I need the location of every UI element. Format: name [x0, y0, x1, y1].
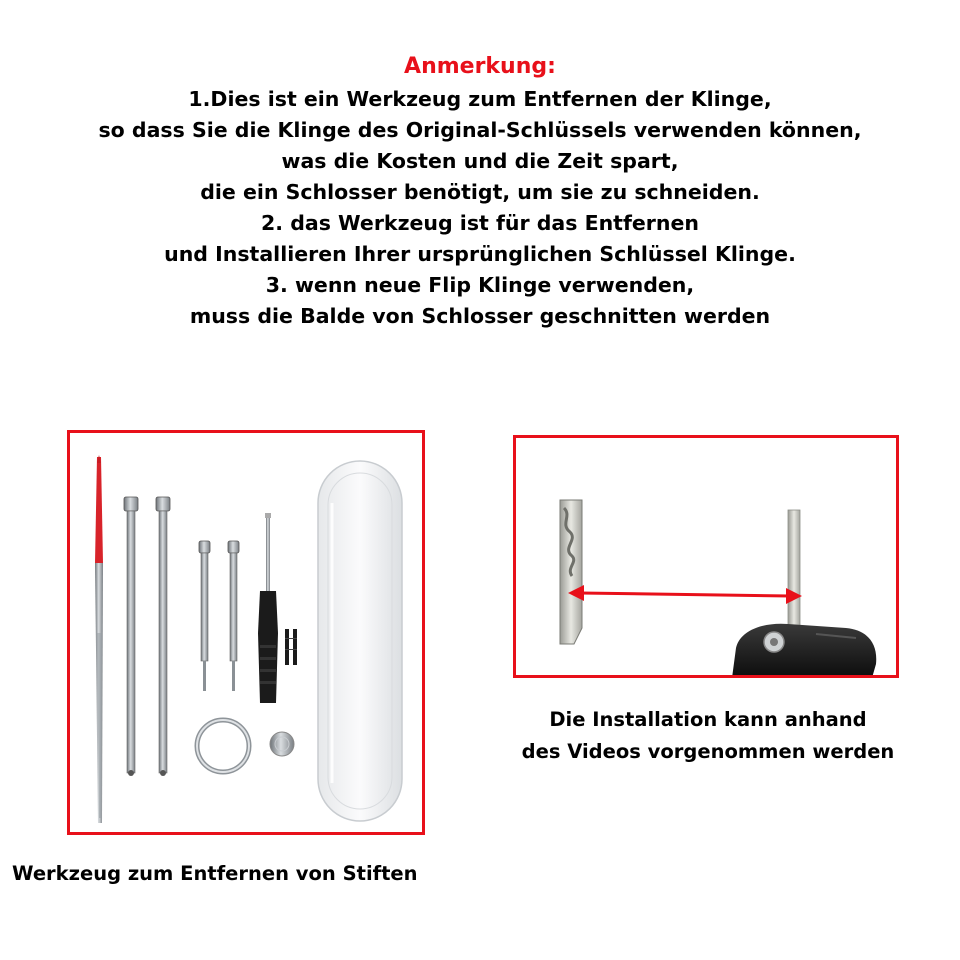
- long-pin-1-icon: [124, 497, 138, 776]
- note-line-5: 2. das Werkzeug ist für das Entfernen: [261, 211, 699, 235]
- note-title: Anmerkung:: [404, 54, 556, 79]
- long-pin-2-icon: [156, 497, 170, 776]
- clear-case-icon: [318, 461, 402, 821]
- flip-blade-pin-icon: [788, 510, 800, 638]
- tool-kit-caption: Werkzeug zum Entfernen von Stiften: [12, 862, 418, 885]
- note-line-7: 3. wenn neue Flip Klinge verwenden,: [265, 273, 695, 297]
- key-blade-icon: [560, 500, 582, 644]
- note-line-1: 1.Dies ist ein Werkzeug zum Entfernen der Klinge,: [188, 87, 772, 111]
- note-line-4: die ein Schlosser benötigt, um sie zu schneiden.: [200, 180, 760, 204]
- installation-caption-line-1: Die Installation kann anhand: [549, 708, 867, 731]
- coin-battery-icon: [270, 732, 294, 756]
- note-block: [0, 52, 960, 332]
- screwdriver-icon: [258, 513, 278, 703]
- measurement-arrow-icon: [568, 585, 802, 604]
- installation-caption-line-2: des Videos vorgenommen werden: [521, 740, 895, 763]
- needle-file-icon: [95, 455, 103, 823]
- note-line-6: und Installieren Ihrer ursprünglichen Schlüssel Klinge.: [164, 242, 796, 266]
- short-pin-2-icon: [228, 541, 239, 691]
- key-ring-icon: [197, 720, 249, 772]
- installation-image-panel: [513, 435, 899, 678]
- tool-kit-image-panel: [67, 430, 425, 835]
- small-pins-icon: [285, 629, 297, 665]
- tool-kit-illustration: [70, 433, 422, 832]
- short-pin-1-icon: [199, 541, 210, 691]
- note-line-2: so dass Sie die Klinge des Original-Schlüssels verwenden können,: [98, 118, 862, 142]
- installation-illustration: [516, 438, 896, 675]
- note-line-8: muss die Balde von Schlosser geschnitten werden: [189, 304, 771, 328]
- key-fob-icon: [732, 624, 876, 675]
- installation-caption: [480, 704, 936, 768]
- note-line-3: was die Kosten und die Zeit spart,: [281, 149, 679, 173]
